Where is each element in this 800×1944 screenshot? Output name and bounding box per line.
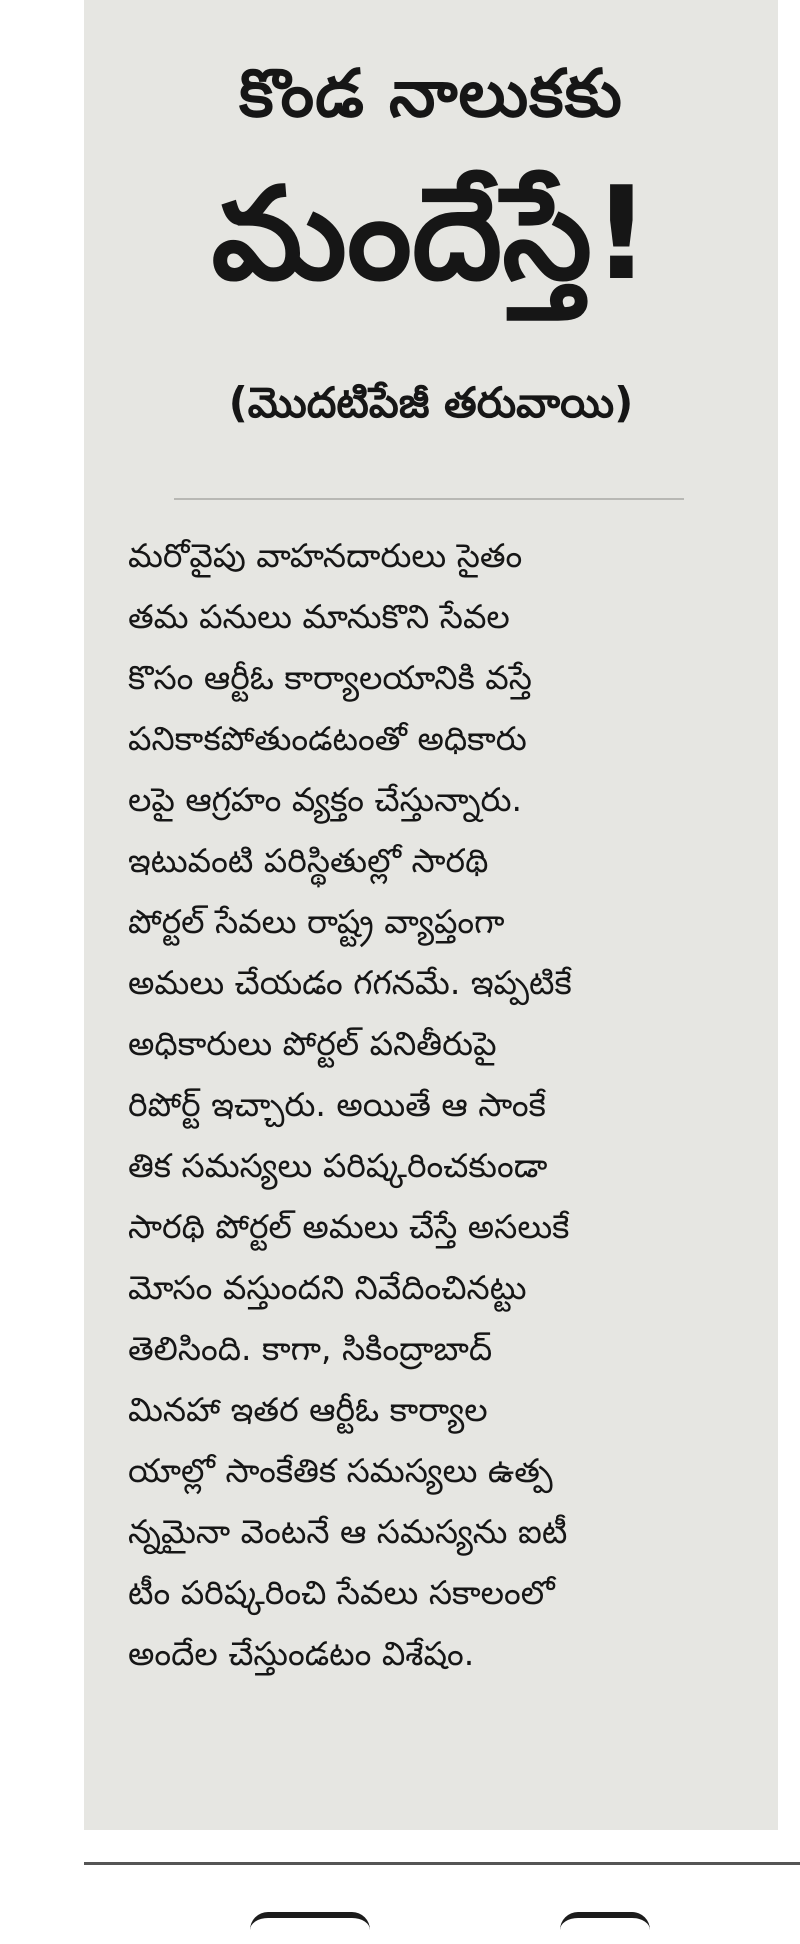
page-divider	[84, 1862, 800, 1865]
divider	[174, 498, 684, 500]
article-body: మరోవైపు వాహనదారులు సైతం తమ పనులు మానుకొని సేవల కొసం ఆర్టీఓ కార్యాలయానికి వస్తే పనికాకపోతుండటంతో అధికారు లపై ఆగ్రహం వ్యక్తం చేస్తున్నారు. ఇటువంటి పరిస్థితుల్లో సారథి పోర్టల్ సేవలు రాష్ట్ర వ్యాప్తంగా అమలు చేయడం గగనమే. ఇప్పటికే అధికారులు పోర్టల్ పనితీరుపై రిపోర్ట్ ఇచ్చారు. అయితే ఆ సాంకే తిక సమస్యలు పరిష్కరించకుండా సారథి పోర్టల్ అమలు చేస్తే అసలుకే మోసం వస్తుందని నివేదించినట్టు తెలిసింది. కాగా, సికింద్రాబాద్ మినహా ఇతర ఆర్టీఓ కార్యాల యాల్లో సాంకేతిక సమస్యలు ఉత్ప న్నమైనా వెంటనే ఆ సమస్యను ఐటీ టీం పరిష్కరించి సేవలు సకాలంలో అందేల చేస్తుండటం విశేషం.	[128, 536, 572, 1673]
cropped-heading-fragment	[560, 1912, 650, 1944]
news-clipping	[84, 0, 778, 1830]
continuation-note: (మొదటిపేజీ తరువాయి)	[228, 378, 634, 427]
headline-line-2: మందేస్తే!	[211, 160, 651, 309]
cropped-heading-fragment	[250, 1912, 370, 1944]
headline-line-1: కొండ నాలుకకు	[239, 55, 623, 132]
